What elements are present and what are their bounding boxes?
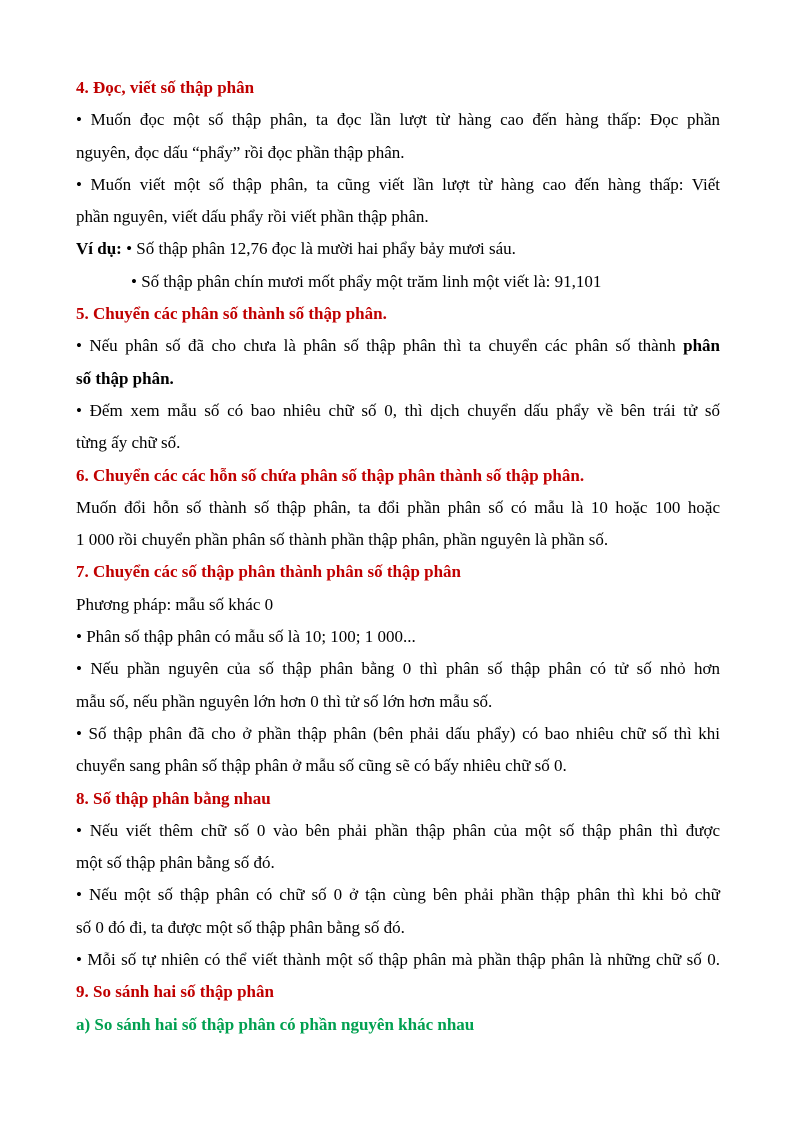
section-5-para-2-line-2: từng ấy chữ số. — [76, 433, 181, 453]
section-4-para-1-line-2: nguyên, đọc dấu “phẩy” rồi đọc phần thập phân. — [76, 142, 405, 162]
section-7-para-1: • Phân số thập phân có mẫu số là 10; 100; 1 000... — [76, 627, 416, 647]
section-4-heading: 4. Đọc, viết số thập phân — [76, 78, 255, 97]
example-1-text: • Số thập phân 12,76 đọc là mười hai phẩy bảy mươi sáu. — [121, 239, 516, 259]
section-7-heading: 7. Chuyển các số thập phân thành phân số thập phân — [76, 562, 462, 582]
section-8-para-2-line-2: số 0 đó đi, ta được một số thập phân bằng số đó. — [76, 917, 405, 937]
section-7-method: Phương pháp: mẫu số khác 0 — [76, 594, 274, 614]
document-content — [76, 72, 720, 1041]
section-9-subheading-a: a) So sánh hai số thập phân có phần nguyên khác nhau — [76, 1014, 475, 1034]
section-7-para-2-line-1: • Nếu phần nguyên của số thập phân bằng 0 thì phân số thập phân có tử số nhỏ hơn — [76, 659, 720, 679]
section-8-para-1-line-1: • Nếu viết thêm chữ số 0 vào bên phải phần thập phân của một số thập phân thì được — [76, 820, 720, 840]
section-4-para-2-line-2: phần nguyên, viết dấu phẩy rồi viết phần thập phân. — [76, 207, 429, 227]
section-8-para-1-line-2: một số thập phân bằng số đó. — [76, 853, 275, 873]
section-8-para-2-line-1: • Nếu một số thập phân có chữ số 0 ở tận cùng bên phải phần thập phân thì khi bỏ chữ — [76, 885, 720, 905]
section-7-para-3-line-1: • Số thập phân đã cho ở phần thập phân (bên phải dấu phẩy) có bao nhiêu chữ số thì khi — [76, 723, 720, 743]
section-4-para-1-line-1: • Muốn đọc một số thập phân, ta đọc lần lượt từ hàng cao đến hàng thấp: Đọc phần — [76, 110, 720, 130]
section-8-heading: 8. Số thập phân bằng nhau — [76, 788, 271, 808]
section-5-para-1-bold: phân — [683, 336, 720, 356]
section-5-para-1-line-2: số thập phân. — [76, 368, 174, 388]
section-6-para-1-line-2: 1 000 rồi chuyển phần phân số thành phần thập phân, phần nguyên là phần số. — [76, 530, 609, 550]
section-4-para-2-line-1: • Muốn viết một số thập phân, ta cũng viết lần lượt từ hàng cao đến hàng thấp: Viết — [76, 174, 720, 194]
section-4-example-1 — [76, 233, 720, 265]
section-6-para-1-line-1: Muốn đổi hỗn số thành số thập phân, ta đổi phần phân số có mẫu là 10 hoặc 100 hoặc — [76, 497, 720, 517]
section-5-heading: 5. Chuyển các phân số thành số thập phân. — [76, 304, 387, 324]
example-label: Ví dụ: — [76, 239, 122, 259]
section-5-para-1-line-1 — [76, 330, 720, 362]
section-5-para-1-text: • Nếu phân số đã cho chưa là phân số thập phân thì ta chuyển các phân số thành — [76, 336, 684, 356]
section-5-para-2-line-1: • Đếm xem mẫu số có bao nhiêu chữ số 0, thì dịch chuyển dấu phẩy về bên trái tử số — [76, 400, 720, 420]
section-8-para-3: • Mỗi số tự nhiên có thể viết thành một số thập phân mà phần thập phân là những chữ số 0. — [76, 950, 720, 970]
section-9-heading: 9. So sánh hai số thập phân — [76, 982, 274, 1002]
section-4-example-2: • Số thập phân chín mươi mốt phẩy một trăm linh một viết là: 91,101 — [131, 271, 602, 291]
section-7-para-3-line-2: chuyển sang phân số thập phân ở mẫu số cũng sẽ có bấy nhiêu chữ số 0. — [76, 756, 567, 776]
section-7-para-2-line-2: mẫu số, nếu phần nguyên lớn hơn 0 thì tử số lớn hơn mẫu số. — [76, 691, 493, 711]
section-6-heading: 6. Chuyển các các hỗn số chứa phân số thập phân thành số thập phân. — [76, 465, 585, 485]
